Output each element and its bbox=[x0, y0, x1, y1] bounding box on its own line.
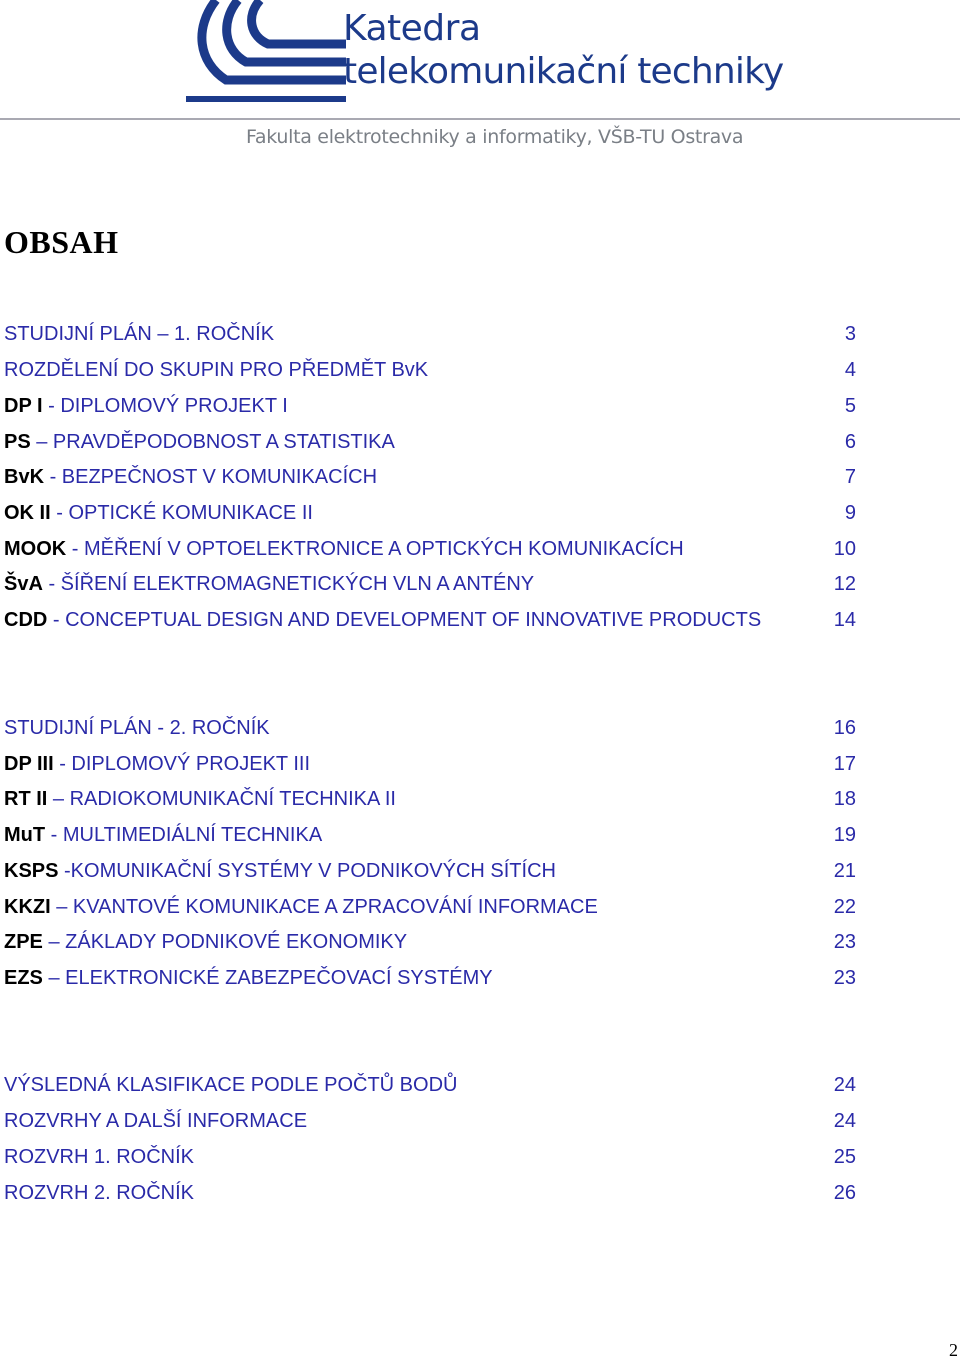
toc-entry-page: 23 bbox=[833, 967, 856, 989]
toc-entry-studijni-plan-1[interactable] bbox=[4, 319, 860, 349]
toc-entry-page: 3 bbox=[844, 323, 856, 345]
toc-entry-mook[interactable] bbox=[4, 534, 860, 564]
toc-entry-page: 19 bbox=[833, 824, 856, 846]
toc-entry-zpe[interactable] bbox=[4, 927, 860, 957]
toc-entry-page: 26 bbox=[833, 1182, 856, 1204]
toc-entry-code: EZS bbox=[4, 967, 43, 989]
toc-entry-page: 4 bbox=[844, 359, 856, 381]
toc-entry-text: VÝSLEDNÁ KLASIFIKACE PODLE POČTŮ BODŮ bbox=[4, 1074, 458, 1096]
toc-entry-page: 18 bbox=[833, 788, 856, 810]
toc-entry-text: – RADIOKOMUNIKAČNÍ TECHNIKA II bbox=[47, 788, 396, 810]
toc-entry-code: DP III bbox=[4, 753, 54, 775]
toc-entry-dp3[interactable] bbox=[4, 749, 860, 779]
toc-entry-page: 17 bbox=[833, 753, 856, 775]
department-name-line2: telekomunikační techniky bbox=[343, 51, 784, 92]
toc-entry-text: -KOMUNIKAČNÍ SYSTÉMY V PODNIKOVÝCH SÍTÍCH bbox=[58, 860, 556, 882]
toc-entry-text: – ELEKTRONICKÉ ZABEZPEČOVACÍ SYSTÉMY bbox=[42, 967, 493, 989]
toc-entry-mut[interactable] bbox=[4, 820, 860, 850]
toc-entry-code: KKZI bbox=[4, 896, 51, 918]
toc-entry-bvk[interactable] bbox=[4, 462, 860, 492]
toc-entry-text: - ŠÍŘENÍ ELEKTROMAGNETICKÝCH VLN A ANTÉNY bbox=[42, 573, 535, 595]
toc-entry-page: 5 bbox=[844, 395, 856, 417]
department-logo-icon bbox=[186, 0, 346, 110]
toc-entry-text: STUDIJNÍ PLÁN – 1. ROČNÍK bbox=[4, 323, 275, 345]
page-header bbox=[0, 0, 960, 160]
toc-entry-studijni-plan-2[interactable] bbox=[4, 713, 860, 743]
toc-entry-page: 23 bbox=[833, 931, 856, 953]
toc-entry-dp1[interactable] bbox=[4, 391, 860, 421]
toc-entry-cdd[interactable] bbox=[4, 605, 860, 635]
toc-entry-code: BvK bbox=[4, 466, 45, 488]
toc-entry-text: - CONCEPTUAL DESIGN AND DEVELOPMENT OF INNOVATIVE PRODUCTS bbox=[47, 609, 762, 631]
toc-entry-code: DP I bbox=[4, 395, 43, 417]
toc-entry-code: MuT bbox=[4, 824, 46, 846]
toc-entry-text: STUDIJNÍ PLÁN - 2. ROČNÍK bbox=[4, 717, 270, 739]
toc-entry-page: 16 bbox=[833, 717, 856, 739]
toc-entry-page: 24 bbox=[833, 1074, 856, 1096]
toc-entry-rozvrhy[interactable] bbox=[4, 1106, 860, 1136]
toc-entry-text: – PRAVDĚPODOBNOST A STATISTIKA bbox=[30, 431, 395, 453]
toc-entry-text: – KVANTOVÉ KOMUNIKACE A ZPRACOVÁNÍ INFORMACE bbox=[50, 896, 598, 918]
toc-entry-text: ROZVRH 1. ROČNÍK bbox=[4, 1146, 195, 1168]
toc-entry-sva[interactable] bbox=[4, 569, 860, 599]
toc-entry-ezs[interactable] bbox=[4, 963, 860, 993]
toc-entry-ksps[interactable] bbox=[4, 856, 860, 886]
toc-entry-page: 12 bbox=[833, 573, 856, 595]
toc-entry-klasifikace[interactable] bbox=[4, 1070, 860, 1100]
toc-entry-code: CDD bbox=[4, 609, 48, 631]
toc-entry-text: - BEZPEČNOST V KOMUNIKACÍCH bbox=[44, 466, 378, 488]
toc-entry-rt2[interactable] bbox=[4, 784, 860, 814]
toc-entry-text: ROZVRH 2. ROČNÍK bbox=[4, 1182, 195, 1204]
toc-entry-rozdeleni-skupin[interactable] bbox=[4, 355, 860, 385]
toc-entry-page: 10 bbox=[833, 538, 856, 560]
toc-entry-rozvrh-2[interactable] bbox=[4, 1178, 860, 1208]
toc-entry-code: KSPS bbox=[4, 860, 59, 882]
toc-entry-text: - DIPLOMOVÝ PROJEKT I bbox=[42, 395, 288, 417]
toc-entry-text: - MULTIMEDIÁLNÍ TECHNIKA bbox=[45, 824, 323, 846]
page-number: 2 bbox=[949, 1340, 958, 1360]
toc-entry-code: PS bbox=[4, 431, 31, 453]
toc-entry-code: ŠvA bbox=[4, 573, 43, 595]
toc-entry-page: 9 bbox=[844, 502, 856, 524]
department-name-line1: Katedra bbox=[343, 8, 481, 49]
toc-entry-code: RT II bbox=[4, 788, 48, 810]
toc-entry-page: 21 bbox=[833, 860, 856, 882]
toc-entry-text: - OPTICKÉ KOMUNIKACE II bbox=[50, 502, 313, 524]
toc-entry-page: 14 bbox=[833, 609, 856, 631]
toc-entry-page: 7 bbox=[844, 466, 856, 488]
header-divider bbox=[0, 118, 960, 120]
toc-entry-ps[interactable] bbox=[4, 427, 860, 457]
toc-entry-text: – ZÁKLADY PODNIKOVÉ EKONOMIKY bbox=[42, 931, 408, 953]
toc-entry-page: 6 bbox=[844, 431, 856, 453]
toc-entry-text: ROZVRHY A DALŠÍ INFORMACE bbox=[4, 1110, 308, 1132]
toc-entry-text: - MĚŘENÍ V OPTOELEKTRONICE A OPTICKÝCH KOMUNIKACÍCH bbox=[66, 538, 684, 560]
toc-entry-page: 24 bbox=[833, 1110, 856, 1132]
toc-entry-kkzi[interactable] bbox=[4, 892, 860, 922]
page-title: OBSAH bbox=[4, 224, 119, 260]
toc-entry-page: 22 bbox=[833, 896, 856, 918]
toc-entry-rozvrh-1[interactable] bbox=[4, 1142, 860, 1172]
toc-entry-page: 25 bbox=[833, 1146, 856, 1168]
toc-entry-text: ROZDĚLENÍ DO SKUPIN PRO PŘEDMĚT BvK bbox=[4, 359, 429, 381]
toc-entry-ok2[interactable] bbox=[4, 498, 860, 528]
toc-entry-code: MOOK bbox=[4, 538, 67, 560]
toc-entry-code: ZPE bbox=[4, 931, 43, 953]
faculty-name: Fakulta elektrotechniky a informatiky, VŠB-TU Ostrava bbox=[246, 126, 744, 148]
toc-entry-code: OK II bbox=[4, 502, 51, 524]
toc-entry-text: - DIPLOMOVÝ PROJEKT III bbox=[53, 753, 311, 775]
